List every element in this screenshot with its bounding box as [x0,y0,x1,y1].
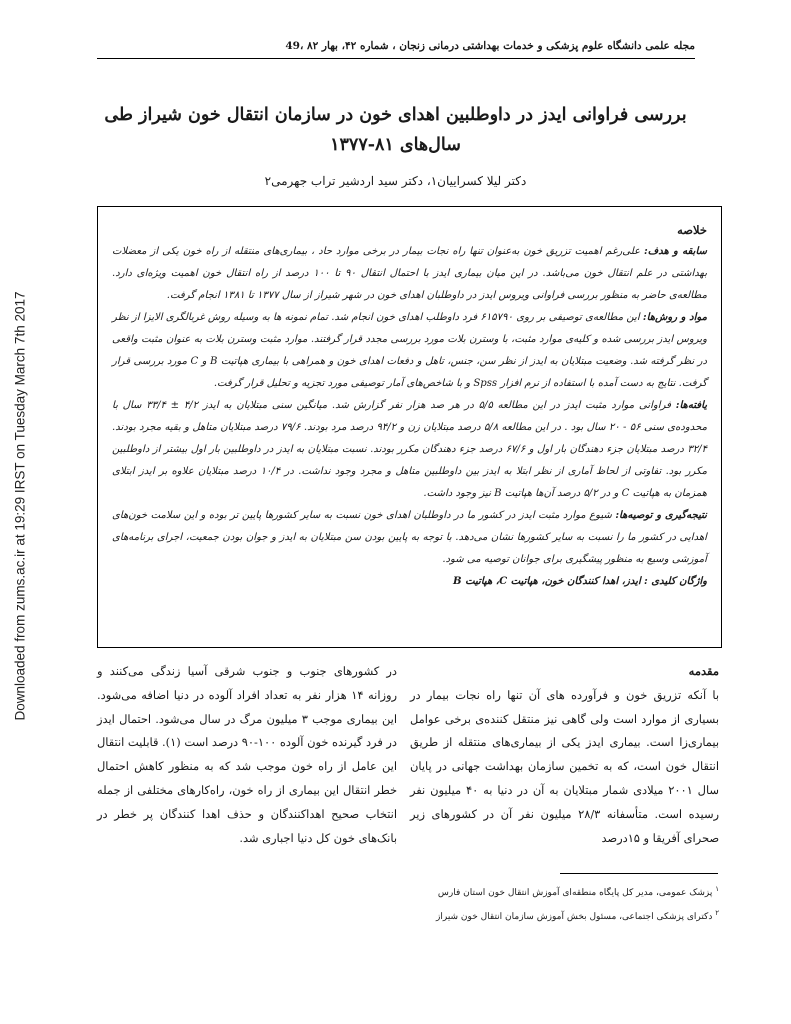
abstract-background [112,241,707,307]
header-rule [97,58,695,59]
intro-heading: مقدمه [688,664,719,678]
background-text: علی‌رغم اهمیت تزریق خون به‌عنوان تنها راه نجات بیمار در برخی موارد حاد ، بیماری‌های منتقله از راه خون یکی از معضلات بهداشتی در علم انتقال خون می‌باشد. در این میان بیماری ایدز با احتمال انتقال ۹۰ تا ۱۰۰ درصد از راه انتقال خون اهمیت ویژه‌ای دارد. مطالعه‌ی حاضر به منظور بررسی فراوانی ویروس ایدز در داوطلبان اهدای خون در شهر شیراز از سال ۱۳۷۷ تا ۱۳۸۱ انجام گرفت. [112,246,708,301]
results-text: فراوانی موارد مثبت ایدز در این مطالعه ۵/۵ در هر صد هزار نفر گزارش شد. میانگین سنی مبتلایان به ایدز ۴/۲ ± ۳۳/۴ سال با محدوده‌ی سنی ۵۶ - ۲۰ سال بود . در این مطالعه ۵/۸ درصد مبتلایان زن و ۹۴/۲ درصد مرد بودند. ۷۹/۶ درصد مبتلایان متاهل و بقیه مجرد بودند. ۳۲/۴ درصد مبتلایان جزء دهندگان بار اول و ۶۷/۶ درصد جزء دهندگان مکرر بودند. نسبت مبتلایان به ایدز در داوطلبین بار اول بیشتر از داوطلبین مکرر بود. تفاوتی از لحاظ آماری از نظر ابتلا به ایدز بین داوطلبین متاهل و مجرد وجود نداشت. در ۱۰/۴ درصد مبتلایان علاوه بر ایدز ابتلای همزمان به هپاتیت C و در ۵/۲ درصد آن‌ها هپاتیت B نیز وجود داشت. [112,400,708,499]
abstract-content [112,219,707,593]
running-header: مجله علمی دانشگاه علوم پزشکی و خدمات بهداشتی درمانی زنجان ، شماره ۴۲، بهار ۸۲ ،49 [285,40,695,52]
conclusion-text: شیوع موارد مثبت ایدز در کشور ما در داوطلبان اهدای خون نسبت به سایر کشورها پایین تر بوده و این سلامت خون‌های اهدایی در کشور ما را نسبت به سایر کشورها نشان می‌دهد. با توجه به پایین بودن سن مبتلایان به ایدز و جوان بودن جمعیت، اجرای برنامه‌های آموزشی وسیع به منظور پیشگیری برای جوانان توصیه می شود. [112,510,707,565]
footnote-1 [410,882,719,900]
article-authors: دکتر لیلا کسراییان۱، دکتر سید اردشیر تراب جهرمی۲ [264,174,527,188]
footnote-2 [410,906,719,924]
conclusion-label: نتیجه‌گیری و توصیه‌ها: [615,510,707,521]
intro-paragraph: با آنکه تزریق خون و فرآورده های آن تنها راه نجات بیمار در بسیاری از موارد است ولی گاهی نیز منتقل کننده‌ی برخی عوامل بیماری‌زا است. بیماری ایدز یکی از بیماری‌های منتقله از طریق انتقال خون است، که به تخمین سازمان بهداشت جهانی در پایان سال ۲۰۰۱ میلادی شمار مبتلایان به آن در دنیا به ۴۰ میلیون نفر رسیده است. متأسفانه ۲۸/۳ میلیون نفر آن در کشورهای زیر صحرای آفریقا و ۱۵درصد [410,687,720,845]
methods-label: مواد و روش‌ها: [642,312,708,323]
methods-text: این مطالعه‌ی توصیفی بر روی ۶۱۵۷۹۰ فرد داوطلب اهدای خون انجام شد. تمام نمونه ها به وسیله روش غربالگری الایزا از نظر ویروس ایدز بررسی شده و کلیه‌ی موارد مثبت، با وسترن بلات مورد بررسی مجدد قرار گرفتند. موارد مثبت وسترن بلات به عنوان مثبت واقعی در نظر گرفته شد. وضعیت مبتلایان به ایدز از نظر سن، جنس، تاهل و دفعات اهدای خون و همراهی با بیماری هپاتیت B و C مورد بررسی قرار گرفت. نتایج به دست آمده با استفاده از نرم افزار Spss و با شاخص‌های آمار توصیفی مورد تجزیه و تحلیل قرار گرفت. [112,312,708,389]
intro-continuation: در کشورهای جنوب و جنوب شرقی آسیا زندگی می‌کنند و روزانه ۱۴ هزار نفر به تعداد افراد آلوده در دنیا اضافه می‌شود. این بیماری موجب ۳ میلیون مرگ در سال می‌شود. احتمال ایدز در فرد گیرنده خون آلوده ۱۰۰-۹۰ درصد است (۱). قابلیت انتقال این عامل از راه خون موجب شد که به منظور کاهش احتمال خطر انتقال این بیماری از راه خون، راه‌کارهای مختلفی از جمله انتخاب صحیح اهداکنندگان و حذف اهدا کنندگان پر خطر در بانک‌های خون کل دنیا اجباری شد. [97,664,397,845]
abstract-keywords [112,571,707,593]
abstract-box [97,206,722,648]
footnote-1-text: پزشک عمومی، مدیر کل پایگاه منطقه‌ای آموزش انتقال خون استان فارس [437,888,713,898]
body-column-left [97,660,397,850]
download-watermark-text: Downloaded from zums.ac.ir at 19:29 IRST on Tuesday March 7th 2017 [12,291,28,721]
abstract-results [112,395,707,505]
keywords-label: واژگان کلیدی : [644,576,707,587]
keywords-text: ایدز، اهدا کنندگان خون، هپاتیت C، هپاتیت B [453,576,641,587]
body-column-right [410,660,719,850]
abstract-heading: خلاصه [677,223,707,237]
download-watermark [7,236,33,776]
article-title: بررسی فراوانی ایدز در داوطلبین اهدای خون در سازمان انتقال خون شیراز طی سال‌های ۸۱-۱۳۷۷ [104,105,687,155]
results-label: یافته‌ها: [675,400,708,411]
footnote-1-mark: ۱ [715,885,719,893]
footnote-rule [560,873,718,874]
footnote-2-mark: ۲ [715,909,719,917]
background-label: سابقه و هدف: [644,246,707,257]
abstract-methods [112,307,707,395]
footnote-2-text: دکترای پزشکی اجتماعی، مسئول بخش آموزش سازمان انتقال خون شیراز [436,912,713,922]
abstract-conclusion [112,505,707,571]
